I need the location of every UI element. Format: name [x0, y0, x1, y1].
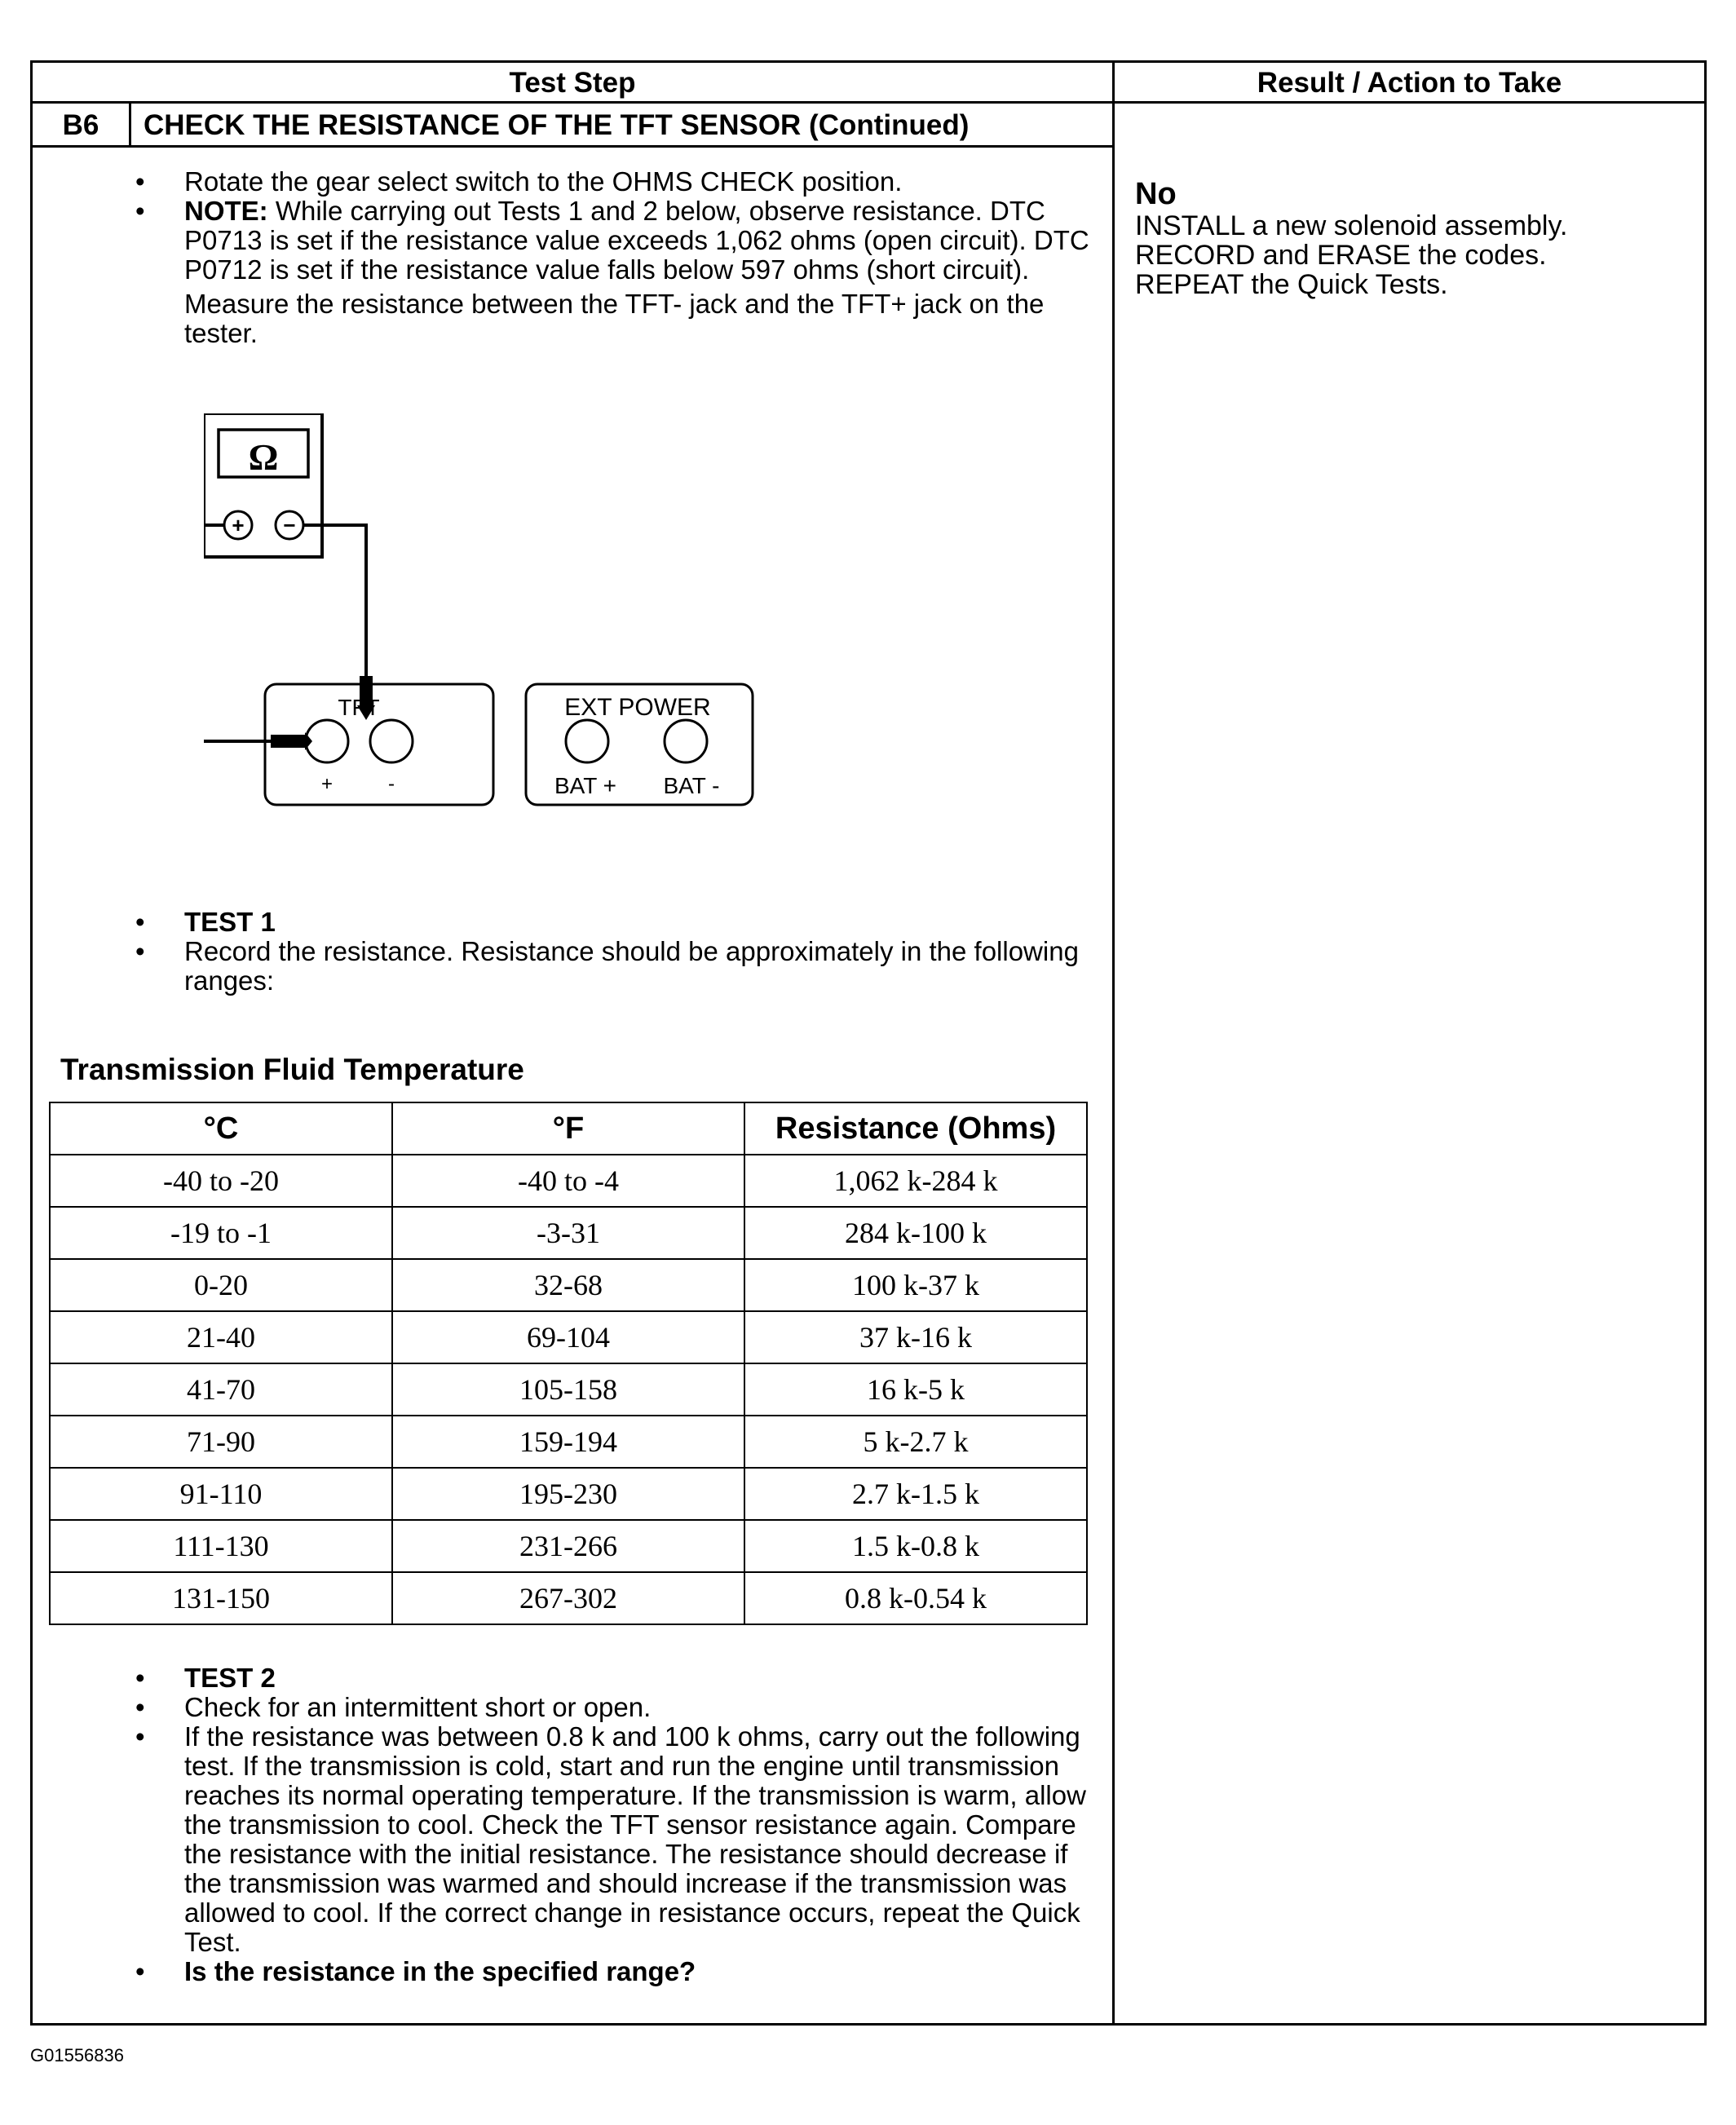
gear-select-instruction: Rotate the gear select switch to the OHMS CHECK position.: [184, 166, 903, 197]
result-action: [1135, 177, 1567, 299]
step-id: B6: [62, 109, 99, 141]
step-title: CHECK THE RESISTANCE OF THE TFT SENSOR (Continued): [144, 109, 970, 141]
cell-celsius: 41-70: [50, 1363, 392, 1416]
cell-resistance: 2.7 k-1.5 k: [744, 1468, 1087, 1520]
cell-celsius: -19 to -1: [50, 1207, 392, 1259]
table-row: [50, 1416, 1087, 1468]
test2-label: TEST 2: [184, 1663, 276, 1693]
cell-fahrenheit: -40 to -4: [392, 1155, 744, 1207]
cell-fahrenheit: 159-194: [392, 1416, 744, 1468]
ohmmeter-body: [204, 413, 322, 557]
test1-list: [130, 908, 1101, 996]
cell-fahrenheit: 69-104: [392, 1311, 744, 1363]
list-item: [130, 289, 1101, 348]
meter-minus-sign: −: [283, 513, 296, 537]
plus-probe-tip: [271, 732, 312, 750]
table-row: [50, 1572, 1087, 1624]
cell-resistance: 5 k-2.7 k: [744, 1416, 1087, 1468]
table-title: Transmission Fluid Temperature: [60, 1053, 524, 1086]
list-item: [130, 908, 1101, 937]
header-fahrenheit: °F: [392, 1102, 744, 1155]
list-item: [130, 1693, 1101, 1722]
cell-fahrenheit: 32-68: [392, 1259, 744, 1311]
note-text: While carrying out Tests 1 and 2 below, observe resistance. DTC P0713 is set if the resistance value exceeds 1,062 ohms (open circuit). DTC P0712 is set if the resistance value falls below 597 ohms (short circuit).: [184, 196, 1089, 285]
intro-list: [130, 167, 1101, 348]
bat-minus-label: BAT -: [663, 773, 720, 798]
cell-resistance: 37 k-16 k: [744, 1311, 1087, 1363]
list-item: [130, 1722, 1101, 1957]
result-line: REPEAT the Quick Tests.: [1135, 269, 1448, 300]
cell-fahrenheit: 267-302: [392, 1572, 744, 1624]
tft-plus-label: +: [320, 773, 334, 795]
cell-celsius: 91-110: [50, 1468, 392, 1520]
test2-list: [130, 1663, 1101, 1986]
tester-wiring-diagram: [204, 413, 775, 903]
table-row: [50, 1155, 1087, 1207]
bat-plus-label: BAT +: [554, 773, 617, 798]
cell-celsius: 71-90: [50, 1416, 392, 1468]
test1-label: TEST 1: [184, 907, 276, 937]
header-resistance: Resistance (Ohms): [744, 1102, 1087, 1155]
cell-fahrenheit: -3-31: [392, 1207, 744, 1259]
measure-instruction: Measure the resistance between the TFT- jack and the TFT+ jack on the tester.: [184, 289, 1045, 348]
test2-intermittent-check: Check for an intermittent short or open.: [184, 1692, 652, 1722]
cell-resistance: 1,062 k-284 k: [744, 1155, 1087, 1207]
cell-celsius: 131-150: [50, 1572, 392, 1624]
table-row: [50, 1468, 1087, 1520]
ohm-symbol: Ω: [248, 436, 279, 478]
cell-celsius: 21-40: [50, 1311, 392, 1363]
tft-minus-label: -: [388, 773, 395, 795]
column-divider: [1112, 63, 1115, 2023]
temperature-resistance-table: [49, 1102, 1088, 1625]
table-header-row: [50, 1102, 1087, 1155]
procedure-sheet: [30, 60, 1707, 2026]
test1-text: Record the resistance. Resistance should be approximately in the following ranges:: [184, 936, 1079, 996]
result-line: RECORD and ERASE the codes.: [1135, 240, 1547, 271]
cell-resistance: 1.5 k-0.8 k: [744, 1520, 1087, 1572]
bat-plus-jack: [566, 720, 608, 762]
cell-celsius: 111-130: [50, 1520, 392, 1572]
table-row: [50, 1311, 1087, 1363]
cell-resistance: 0.8 k-0.54 k: [744, 1572, 1087, 1624]
cell-celsius: 0-20: [50, 1259, 392, 1311]
tft-label: TFT: [338, 695, 380, 720]
step-id-divider: [129, 104, 131, 148]
cell-resistance: 284 k-100 k: [744, 1207, 1087, 1259]
table-row: [50, 1363, 1087, 1416]
cell-resistance: 100 k-37 k: [744, 1259, 1087, 1311]
cell-fahrenheit: 195-230: [392, 1468, 744, 1520]
figure-id: G01556836: [30, 2045, 124, 2065]
list-item: [130, 937, 1101, 996]
test-step-header: Test Step: [509, 67, 636, 99]
tft-minus-jack: [370, 720, 413, 762]
result-label: No: [1135, 177, 1177, 211]
test2-question: Is the resistance in the specified range?: [184, 1956, 696, 1986]
header-celsius: °C: [50, 1102, 392, 1155]
test2-procedure: If the resistance was between 0.8 k and 100 k ohms, carry out the following test. If the transmission is cold, start and run the engine until transmission reaches its normal operating temperature. If the transmission is warm, allow the transmission to cool. Check the TFT sensor resistance again. Compare the resistance with the initial resistance. The resistance should decrease if the transmission was warmed and should increase if the transmission was allowed to cool. If the correct change in resistance occurs, repeat the Quick Test.: [184, 1721, 1086, 1957]
ext-power-label: EXT POWER: [564, 694, 711, 721]
cell-fahrenheit: 231-266: [392, 1520, 744, 1572]
minus-lead-wire: [303, 525, 366, 676]
cell-resistance: 16 k-5 k: [744, 1363, 1087, 1416]
list-item: [130, 1957, 1101, 1986]
list-item: [130, 197, 1101, 285]
table-row: [50, 1520, 1087, 1572]
list-item: [130, 167, 1101, 197]
cell-celsius: -40 to -20: [50, 1155, 392, 1207]
list-item: [130, 1663, 1101, 1693]
bat-minus-jack: [665, 720, 707, 762]
note-label: NOTE:: [184, 196, 268, 226]
meter-plus-sign: +: [232, 513, 245, 537]
result-line: INSTALL a new solenoid assembly.: [1135, 210, 1568, 241]
result-action-header: Result / Action to Take: [1257, 67, 1562, 99]
table-row: [50, 1207, 1087, 1259]
cell-fahrenheit: 105-158: [392, 1363, 744, 1416]
table-row: [50, 1259, 1087, 1311]
